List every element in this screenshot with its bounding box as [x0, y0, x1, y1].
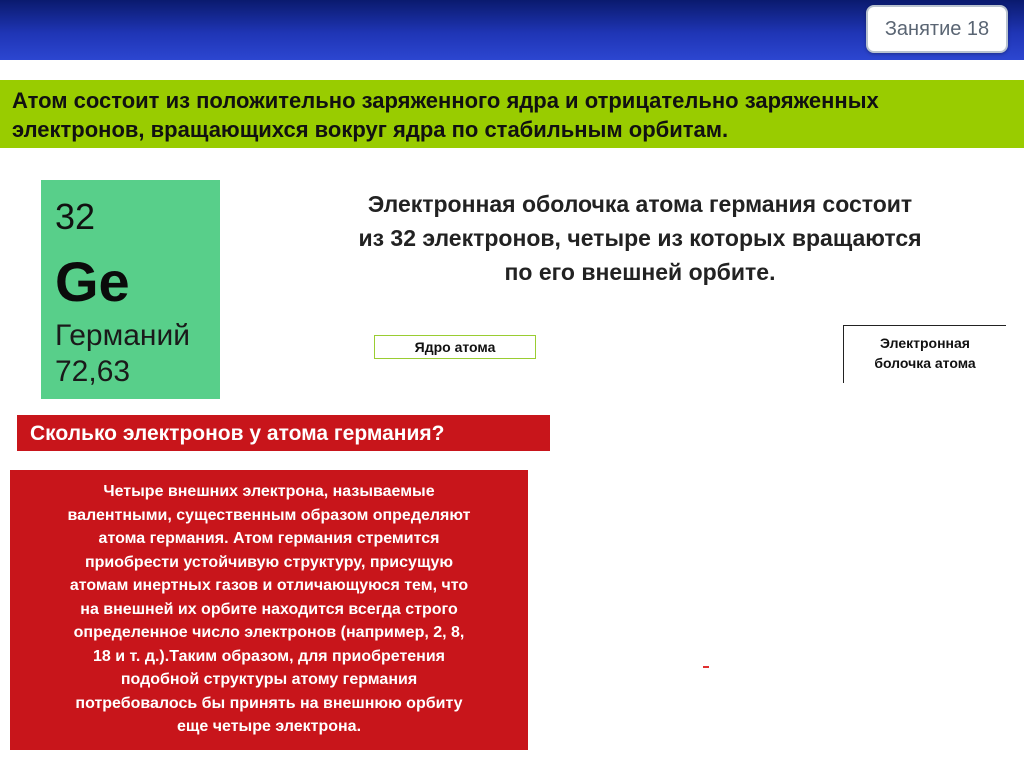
answer-line: определенное число электронов (например, 2, 8,: [73, 624, 465, 641]
answer-box: [10, 470, 528, 750]
statement-line-3: по его внешней орбите.: [504, 259, 776, 285]
answer-line: Четыре внешних электрона, называемые: [103, 483, 435, 500]
banner-line-2: электронов, вращающихся вокруг ядра по стабильным орбитам.: [12, 117, 729, 142]
answer-line: атома германия. Атом германия стремится: [98, 530, 440, 547]
answer-line: 18 и т. д.).Таким образом, для приобретения: [92, 647, 446, 665]
answer-line: приобрести устойчивую структуру, присущую: [84, 553, 453, 571]
banner-line-1: Атом состоит из положительно заряженного ядра и отрицательно заряженных: [12, 88, 879, 113]
element-tile: [41, 180, 220, 399]
element-name: Германий: [55, 319, 190, 352]
atomic-mass: 72,63: [55, 355, 131, 388]
lesson-badge: Занятие 18: [866, 5, 1008, 53]
answer-line: на внешней их орбите находится всегда строго: [80, 600, 458, 618]
question-box: Сколько электронов у атома германия?: [17, 415, 550, 451]
answer-line: атомам инертных газов и отличающуюся тем, что: [69, 577, 469, 594]
red-dash-mark: [703, 666, 709, 668]
element-symbol: Ge: [55, 250, 130, 313]
shell-label: [843, 325, 1006, 383]
shell-statement: [280, 187, 1000, 289]
atomic-number: 32: [55, 196, 96, 237]
answer-line: подобной структуры атому германия: [120, 671, 418, 688]
shell-label-line-1: Электронная: [880, 335, 970, 351]
answer-line: потребовалось бы принять на внешнюю орбиту: [75, 694, 463, 712]
statement-line-1: Электронная оболочка атома германия состоит: [367, 191, 913, 217]
shell-label-line-2: болочка атома: [874, 355, 976, 371]
nucleus-label: Ядро атома: [374, 335, 536, 359]
answer-line: валентными, существенным образом определяют: [67, 506, 471, 524]
answer-line: еще четыре электрона.: [176, 718, 362, 735]
intro-banner: [0, 80, 1024, 148]
statement-line-2: из 32 электронов, четыре из которых вращаются: [358, 225, 922, 251]
